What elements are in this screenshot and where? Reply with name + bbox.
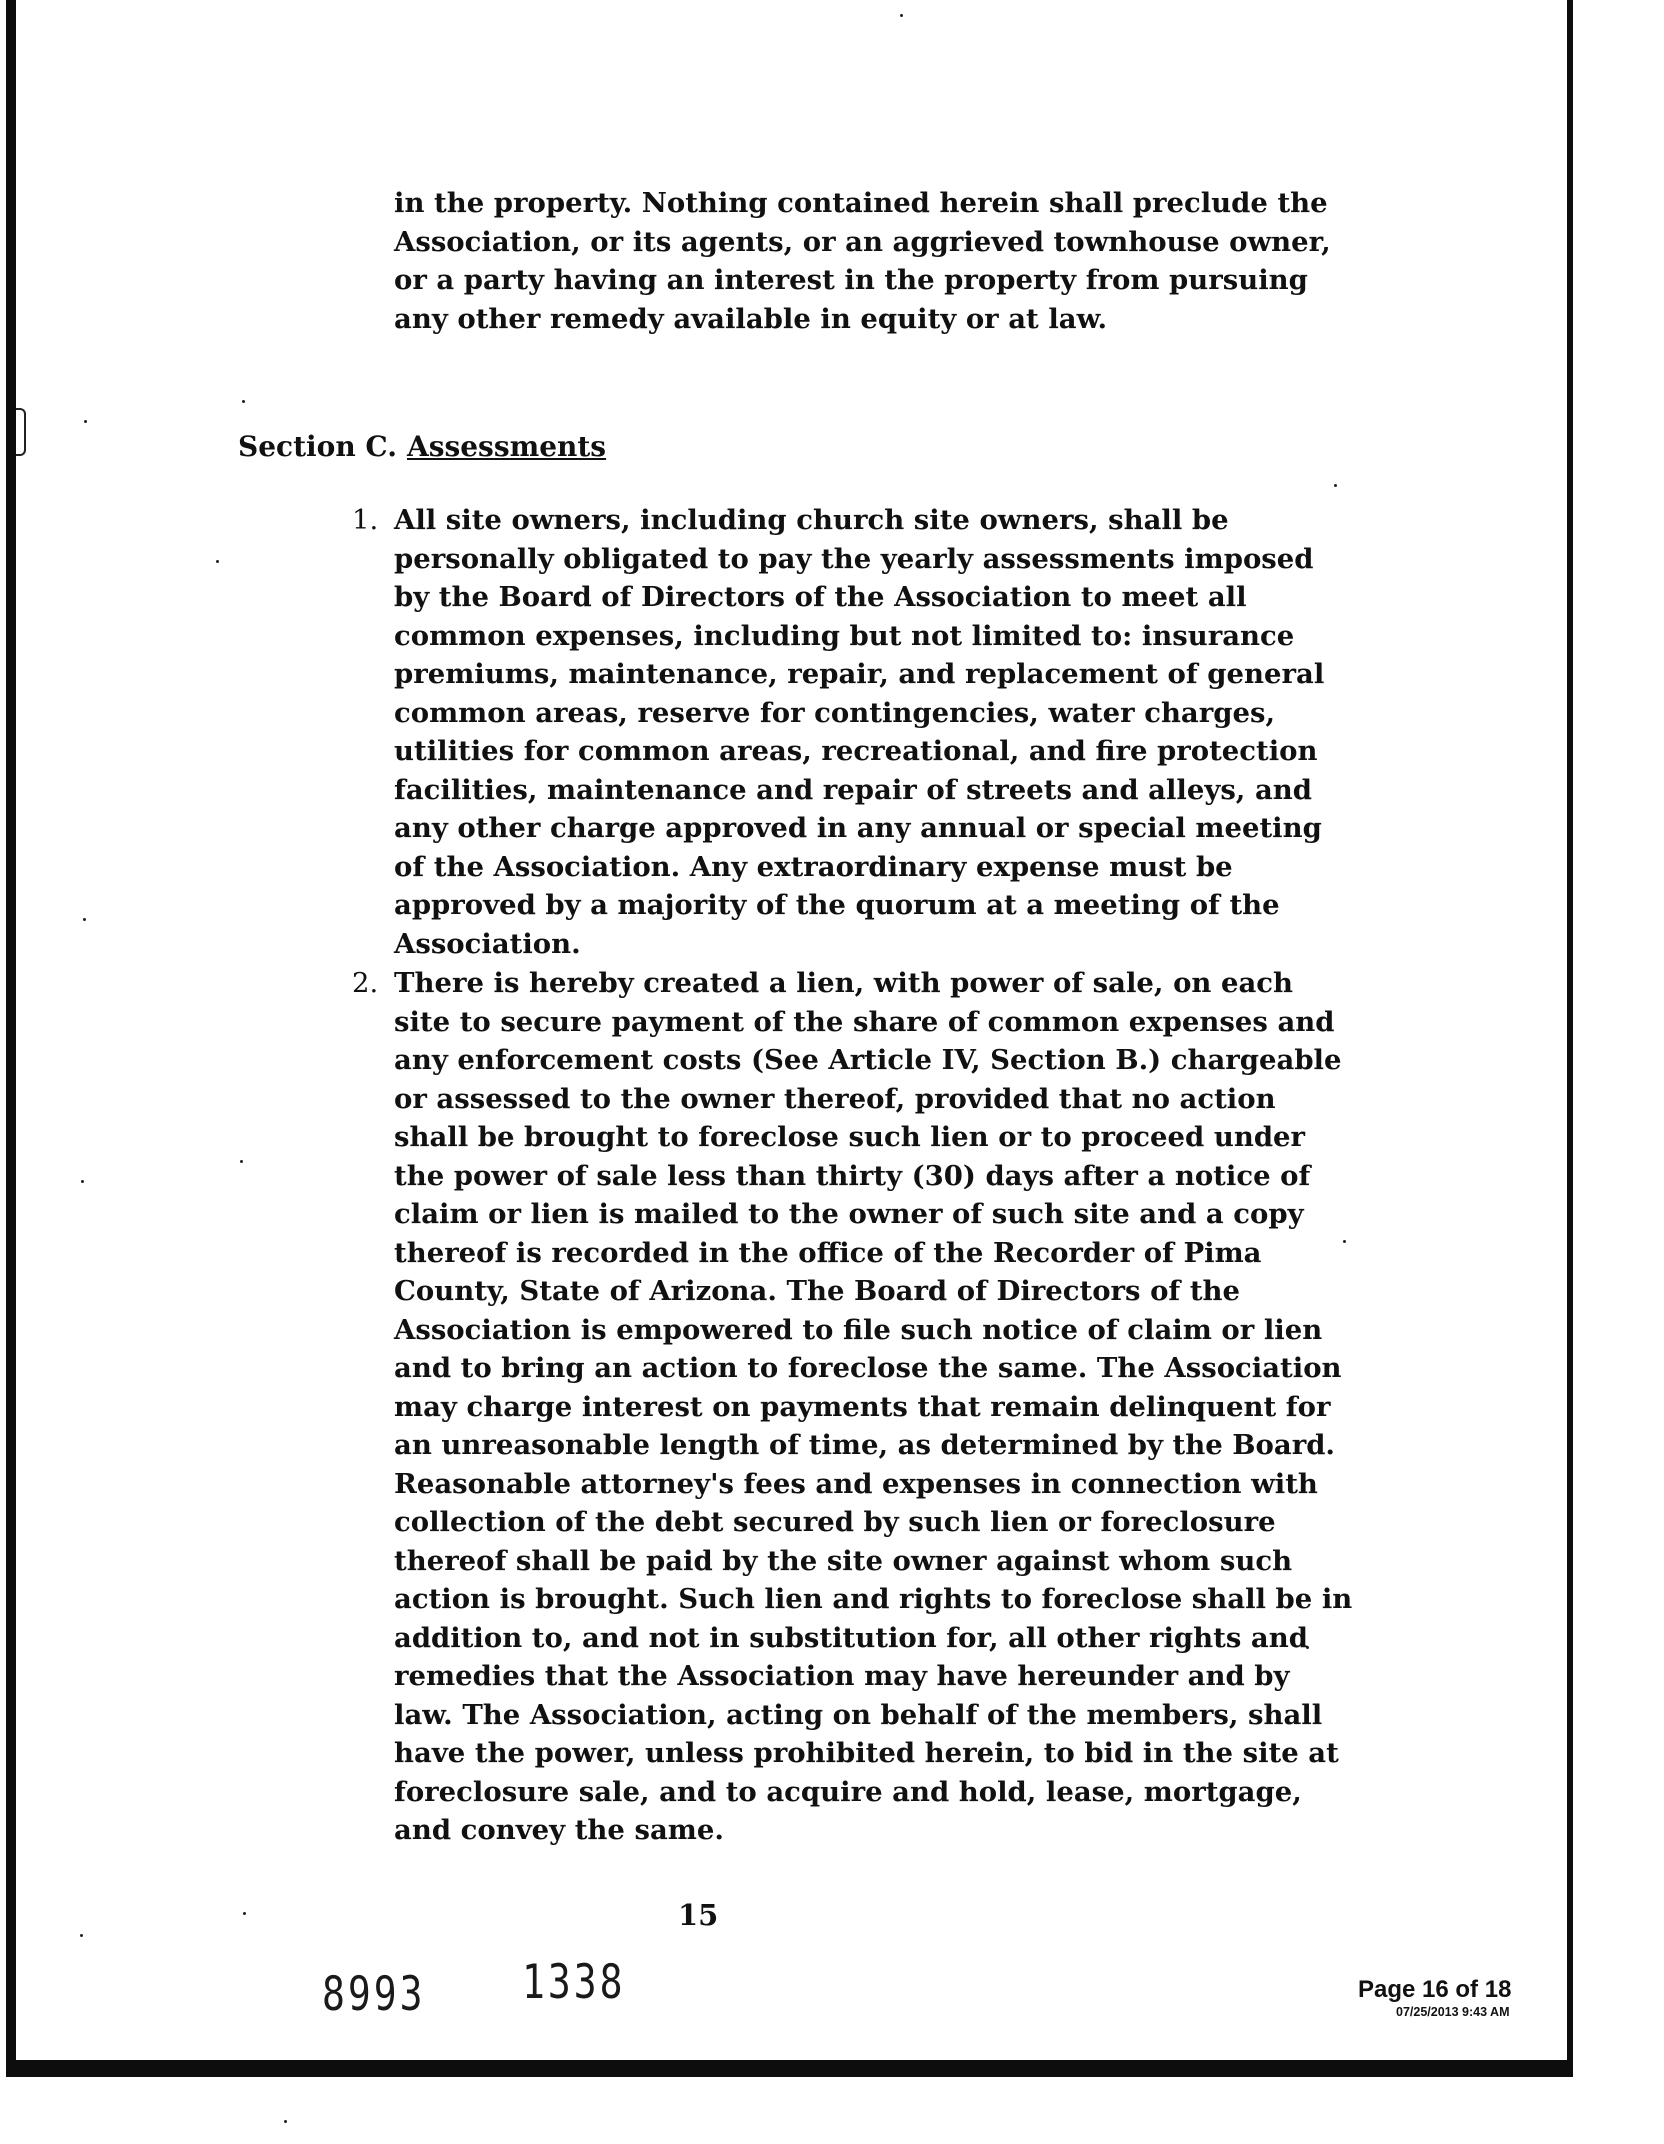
list-item-number: 2. xyxy=(352,967,379,999)
scan-speck xyxy=(240,1160,243,1163)
scan-speck xyxy=(80,1934,83,1937)
scan-speck xyxy=(900,14,903,17)
scan-speck xyxy=(84,420,87,423)
scan-speck xyxy=(216,560,219,563)
scan-border-bottom xyxy=(6,2060,1573,2077)
scan-speck xyxy=(81,1180,84,1183)
list-item-number: 1. xyxy=(352,504,379,536)
footer-timestamp: 07/25/2013 9:43 AM xyxy=(1396,2005,1510,2019)
page-number: 15 xyxy=(678,1898,719,1932)
scan-border-left xyxy=(6,0,16,2075)
scan-speck xyxy=(242,400,245,403)
scan-notch xyxy=(16,408,26,456)
section-title: Assessments xyxy=(406,430,607,463)
docket-page-number: 1338 xyxy=(522,1954,626,2009)
scan-speck xyxy=(83,918,86,921)
scan-border-right xyxy=(1567,0,1573,2075)
section-label: Section C. xyxy=(238,430,397,463)
list-item: There is hereby created a lien, with power of sale, on each site to secure payment of the share of common expenses and any enforcement costs (See Article IV, Section B.) chargeable or assessed to the owner thereof, provided that no action shall be brought to foreclose such lien or to proceed under the power of sale less than thirty (30) days after a notice of claim or lien is mailed to the owner of such site and a copy thereof is recorded in the office of the Recorder of Pima County, State of Arizona. The Board of Directors of the Association is empowered to file such notice of claim or lien and to bring an action to foreclose the same. The Association may charge interest on payments that remain delinquent for an unreasonable length of time, as determined by the Board. Reasonable attorney's fees and expenses in connection with collection of the debt secured by such lien or foreclosure thereof shall be paid by the site owner against whom such action is brought. Such lien and rights to foreclose shall be in addition to, and not in substitution for, all other rights and remedies that the Association may have hereunder and by law. The Association, acting on behalf of the members, shall have the power, unless prohibited herein, to bid in the site at foreclosure sale, and to acquire and hold, lease, mortgage, and convey the same. xyxy=(394,967,1353,1846)
list-item: All site owners, including church site owners, shall be personally obligated to pay the yearly assessments imposed by the Board of Directors of the Association to meet all common expenses, including but not limited to: insurance premiums, maintenance, repair, and replacement of general common areas, reserve for contingencies, water charges, utilities for common areas, recreational, and fire protection facilities, maintenance and repair of streets and alleys, and any other charge approved in any annual or special meeting of the Association. Any extraordinary expense must be approved by a majority of the quorum at a meeting of the Association. xyxy=(394,504,1325,960)
scan-speck xyxy=(1334,484,1337,487)
docket-number: 8993 xyxy=(322,1966,426,2021)
lead-paragraph: in the property. Nothing contained herein shall preclude the Association, or its agents, or an aggrieved townhouse owner, or a party having an interest in the property from pursuing any other remedy available in equity or at law. xyxy=(394,187,1331,335)
section-heading xyxy=(238,428,606,466)
footer-page-label: Page 16 of 18 xyxy=(1358,1976,1512,2003)
scan-speck xyxy=(284,2120,287,2123)
scan-speck xyxy=(243,1912,246,1915)
